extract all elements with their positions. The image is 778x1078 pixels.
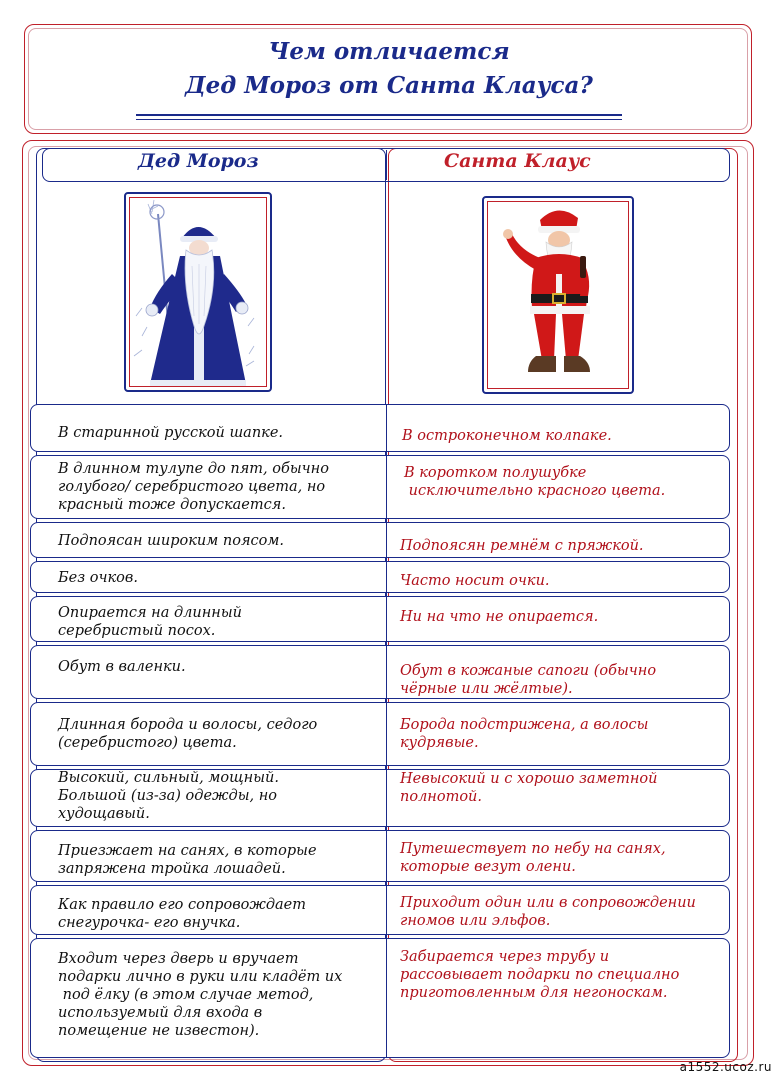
page-title-line2: Дед Мороз от Санта Клауса? bbox=[185, 72, 593, 99]
ded-moroz-trait-footwear: Обут в валенки. bbox=[58, 659, 186, 675]
ded-moroz-trait-hat: В старинной русской шапке. bbox=[58, 425, 284, 441]
santa-trait-belt: Подпоясян ремнём с пряжкой. bbox=[400, 538, 644, 554]
ded-moroz-trait-staff: Опирается на длинный серебристый посох. bbox=[58, 605, 242, 639]
santa-claus-illustration-icon bbox=[486, 200, 630, 390]
site-watermark: a1552.ucoz.ru bbox=[679, 1060, 772, 1074]
ded-moroz-trait-sleigh: Приезжает на санях, в которые запряжена тройка лошадей. bbox=[58, 843, 317, 877]
ded-moroz-trait-build: Высокий, сильный, мощный. Большой (из-за) одежды, но худощавый. bbox=[58, 770, 279, 822]
santa-claus-image bbox=[482, 196, 634, 394]
santa-trait-delivery: Забирается через трубу и рассовывает подарки по специално приготовленным для негоноскам. bbox=[400, 949, 680, 1001]
ded-moroz-trait-companion: Как правило его сопровождает снегурочка- его внучка. bbox=[58, 897, 307, 931]
ded-moroz-trait-beard: Длинная борода и волосы, седого (серебристого) цвета. bbox=[58, 717, 318, 751]
santa-trait-companion: Приходит один или в сопровождении гномов или эльфов. bbox=[400, 895, 696, 929]
ded-moroz-trait-belt: Подпоясан широким поясом. bbox=[58, 533, 285, 549]
ded-moroz-image bbox=[124, 192, 272, 392]
column-heading-santa-claus: Санта Клаус bbox=[444, 150, 591, 172]
santa-trait-hat: В остроконечном колпаке. bbox=[402, 428, 612, 444]
santa-trait-coat: В коротком полушубке исключительно красного цвета. bbox=[404, 465, 666, 499]
ded-moroz-trait-glasses: Без очков. bbox=[58, 570, 138, 586]
santa-trait-glasses: Часто носит очки. bbox=[400, 573, 550, 589]
column-heading-ded-moroz: Дед Мороз bbox=[138, 150, 259, 172]
santa-trait-footwear: Обут в кожаные сапоги (обычно чёрные или жёлтые). bbox=[400, 663, 657, 697]
page-title-line1: Чем отличается bbox=[268, 38, 510, 65]
column-divider bbox=[386, 404, 387, 1058]
santa-trait-sleigh: Путешествует по небу на санях, которые везут олени. bbox=[400, 841, 666, 875]
ded-moroz-trait-delivery: Входит через дверь и вручает подарки лично в руки или кладёт их под ёлку (в этом случае метод, используемый для входа в помещение не известон). bbox=[58, 951, 343, 1039]
santa-trait-staff: Ни на что не опирается. bbox=[400, 609, 599, 625]
column-header-divider bbox=[386, 150, 387, 180]
title-underline bbox=[136, 114, 622, 116]
ded-moroz-trait-coat: В длинном тулупе до пят, обычно голубого/ серебристого цвета, но красный тоже допускается. bbox=[58, 461, 329, 513]
title-underline-thin bbox=[136, 119, 622, 120]
ded-moroz-illustration-icon bbox=[128, 196, 268, 388]
santa-trait-beard: Борода подстрижена, а волосы кудрявые. bbox=[400, 717, 649, 751]
santa-trait-build: Невысокий и с хорошо заметной полнотой. bbox=[400, 771, 658, 805]
